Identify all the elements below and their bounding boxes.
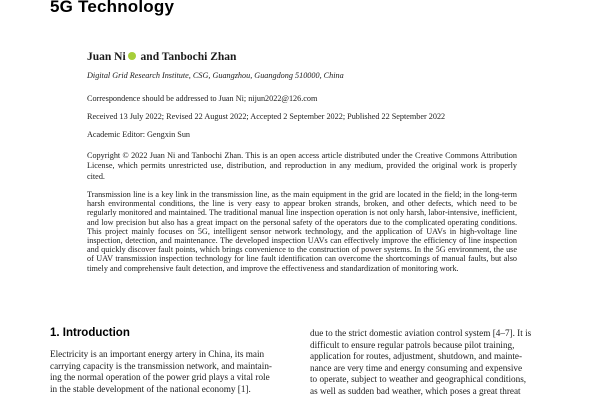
orcid-icon[interactable] — [128, 52, 136, 60]
body-line: as well as sudden bad weather, which poses a great threat — [310, 385, 521, 396]
copyright-notice: Copyright © 2022 Juan Ni and Tanbochi Zhan. This is an open access article distributed under the Creative Commons Attribution License, which permits unrestricted use, distribution, and reproduction in any medium, provided the original work is properly cited. — [87, 151, 517, 181]
affiliation: Digital Grid Research Institute, CSG, Guangzhou, Guangdong 510000, China — [87, 71, 344, 80]
publication-dates: Received 13 July 2022; Revised 22 August 2022; Accepted 2 September 2022; Published 22 September 2022 — [87, 112, 446, 121]
right-column — [310, 328, 555, 397]
body-line: ing the normal operation of the power grid plays a vital role — [50, 372, 270, 382]
body-line: nance are very time and energy consuming and expensive — [310, 362, 523, 373]
section-heading: 1. Introduction — [50, 327, 130, 339]
body-line: application for routes, adjustment, shutdown, and mainte- — [310, 351, 523, 361]
academic-editor: Academic Editor: Gengxin Sun — [87, 130, 191, 139]
coauthor-name: and Tanbochi Zhan — [137, 51, 237, 63]
body-line: carrying capacity is the transmission network, and maintain- — [50, 360, 272, 371]
correspondence: Correspondence should be addressed to Juan Ni; nijun2022@126.com — [87, 94, 318, 103]
body-line: Electricity is an important energy artery in China, its main — [50, 349, 265, 359]
body-line: to operate, subject to weather and geographical conditions, — [310, 374, 527, 384]
body-line: due to the strict domestic aviation control system [4–7]. It is — [310, 328, 532, 338]
paper-title: 5G Technology — [50, 0, 175, 16]
left-column — [50, 349, 295, 395]
author-name: Juan Ni — [87, 51, 126, 63]
body-line: difficult to ensure regular patrols because pilot training, — [310, 339, 515, 350]
body-line: in the stable development of the national economy [1]. — [50, 383, 251, 394]
abstract: Transmission line is a key link in the transmission line, as the main equipment in the grid are located in the field; in the long-term harsh environmental conditions, the line is very easy to appear broken strands, broken, and other defects, which need to be regularly monitored and maintained. The traditional manual line inspection operation is not only harsh, labor-intensive, inefficient, and low precision but also has a great impact on the personal safety of the operators due to the complicated operating conditions. This project mainly focuses on 5G, intelligent sensor network technology, and the application of UAVs in high-voltage line inspection, detection, and maintenance. The developed inspection UAVs can effectively improve the efficiency of line inspection and quickly discover fault points, which brings convenience to the construction of power systems. In the 5G environment, the use of UAV transmission inspection technology for line fault identification can overcome the shortcomings of manual faults, but also timely and comprehensive fault detection, and improve the effectiveness and standardization of monitoring work. — [87, 190, 517, 273]
author-line — [87, 51, 236, 63]
